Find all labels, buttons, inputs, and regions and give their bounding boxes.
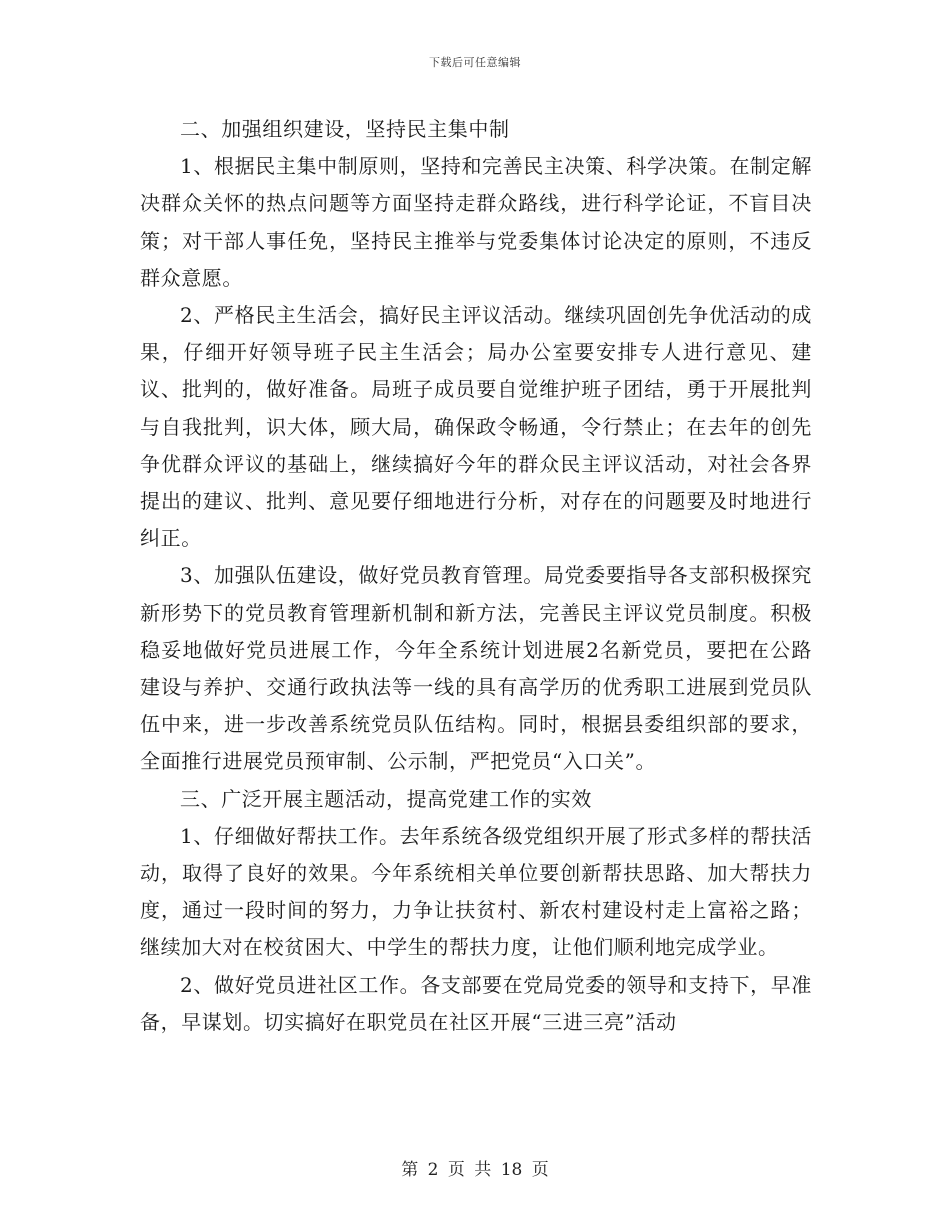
section-heading-2: 二、加强组织建设，坚持民主集中制	[180, 117, 510, 141]
paragraph: 1、仔细做好帮扶工作。去年系统各级党组织开展了形式多样的帮扶活动，取得了良好的效果。今年系统相关单位要创新帮扶思路、加大帮扶力度，通过一段时间的努力，力争让扶贫村、新农村建设村走上富裕之路；继续加大对在校贫困大、中学生的帮扶力度，让他们顺利地完成学业。	[140, 823, 812, 960]
document-body	[140, 111, 812, 1041]
section-heading-3: 三、广泛开展主题活动，提高党建工作的实效	[180, 786, 592, 811]
page-number-footer: 第 2 页 共 18 页	[401, 1160, 549, 1180]
paragraph: 2、做好党员进社区工作。各支部要在党局党委的领导和支持下，早准备，早谋划。切实搞好在职党员在社区开展“三进三亮”活动	[140, 972, 812, 1034]
paragraph: 2、严格民主生活会，搞好民主评议活动。继续巩固创先争优活动的成果，仔细开好领导班子民主生活会；局办公室要安排专人进行意见、建议、批判的，做好准备。局班子成员要自觉维护班子团结，勇于开展批判与自我批判，识大体，顾大局，确保政令畅通，令行禁止；在去年的创先争优群众评议的基础上，继续搞好今年的群众民主评议活动，对社会各界提出的建议、批判、意见要仔细地进行分析，对存在的问题要及时地进行纠正。	[140, 303, 812, 551]
paragraph: 3、加强队伍建设，做好党员教育管理。局党委要指导各支部积极探究新形势下的党员教育管理新机制和新方法，完善民主评议党员制度。积极稳妥地做好党员进展工作，今年全系统计划进展2名新党员，要把在公路建设与养护、交通行政执法等一线的具有高学历的优秀职工进展到党员队伍中来，进一步改善系统党员队伍结构。同时，根据县委组织部的要求，全面推行进展党员预审制、公示制，严把党员“入口关”。	[140, 563, 812, 774]
paragraph: 1、根据民主集中制原则，坚持和完善民主决策、科学决策。在制定解决群众关怀的热点问题等方面坚持走群众路线，进行科学论证，不盲目决策；对干部人事任免，坚持民主推举与党委集体讨论决定的原则，不违反群众意愿。	[140, 154, 812, 290]
header-note: 下载后可任意编辑	[429, 56, 521, 69]
